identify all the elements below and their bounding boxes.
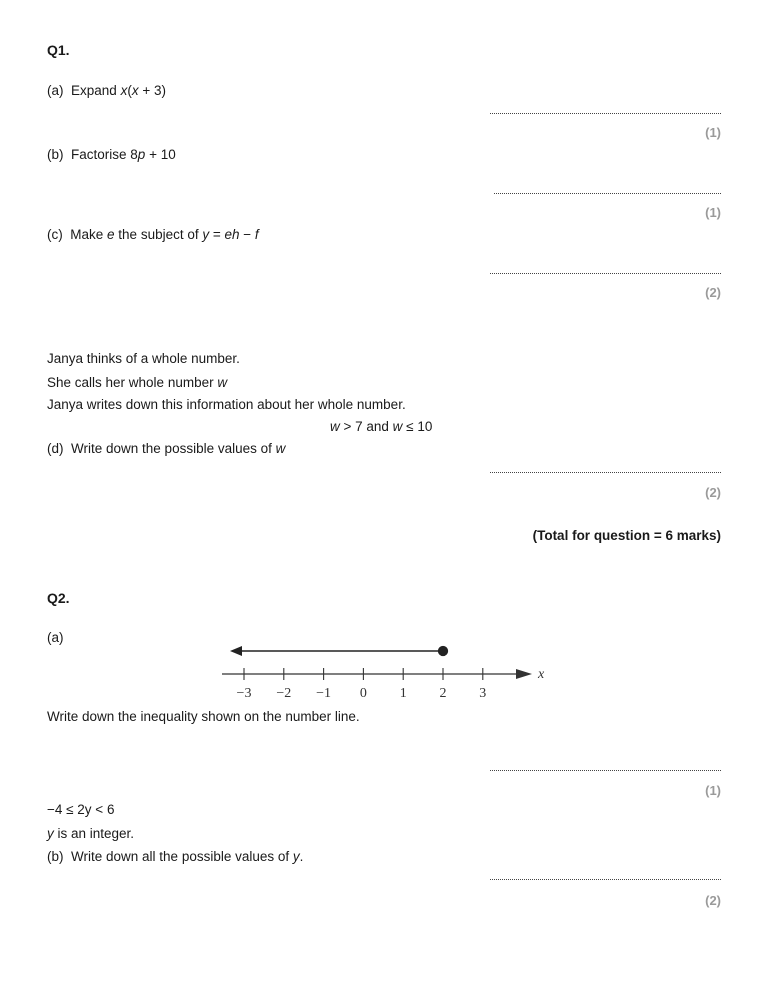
q1c-text: the subject of [114,227,203,242]
q2-stem-var: y [47,826,54,841]
tick-label: −1 [316,686,332,701]
q1c-marks: (2) [705,285,721,300]
q1-cond-var: w [330,419,340,434]
tick-label: −3 [236,686,252,701]
q1b-marks: (1) [705,205,721,220]
q1d-var: w [275,441,286,456]
q1-stem-line-1: Janya thinks of a whole number. [47,351,240,366]
question-2-header: Q2. [47,590,70,606]
q1c-var: y [202,227,210,242]
tick-label: 2 [439,686,447,701]
q2b-text: Write down all the possible values of [71,849,293,864]
q1-cond-var: w [392,419,403,434]
q1c-text: Make [70,227,108,242]
q2b-prompt [47,849,303,864]
q1c-text: = [209,227,225,242]
q2-stem-integer [47,826,134,841]
q1-cond-text: > 7 and [339,419,393,434]
q1d-text: Write down the possible values of [71,441,276,456]
tick-label: −2 [276,686,292,701]
axis-arrow-icon [516,669,532,679]
q1d-marks: (2) [705,485,721,500]
q1a-marks: (1) [705,125,721,140]
q1c-var: e [107,227,115,242]
q2a-marks: (1) [705,783,721,798]
q1-stem-var: w [217,375,228,390]
q1a-var: x [120,83,128,98]
q1b-text: + 10 [145,147,176,162]
q2b-text: . [299,849,304,864]
q1b-label: (b) [47,147,64,162]
q2-stem-text: is an integer. [53,826,135,841]
q1a-text: ( [127,83,132,98]
q1c-text: − [239,227,255,242]
q1c-var: eh [224,227,240,242]
ray-arrow-icon [230,646,242,656]
q2a-label: (a) [47,630,64,645]
q1b-text: Factorise 8 [71,147,138,162]
q2b-label: (b) [47,849,64,864]
tick-label: 1 [399,686,407,701]
q1-stem-text: She calls her whole number [47,375,218,390]
tick-label: 0 [359,686,367,701]
q1a-text: + 3) [138,83,166,98]
q1c-var: f [254,227,259,242]
q1-total-marks: (Total for question = 6 marks) [532,528,721,543]
q1d-label: (d) [47,441,64,456]
q1a-text: Expand [71,83,121,98]
q2a-question: Write down the inequality shown on the number line. [47,709,360,724]
q2a-answer-line[interactable] [490,770,721,771]
q2-stem-inequality: −4 ≤ 2y < 6 [47,802,115,817]
q1-cond-text: ≤ 10 [402,419,433,434]
endpoint-dot [439,647,448,656]
q1b-var: p [137,147,146,162]
q2b-answer-line[interactable] [490,879,721,880]
q1a-var: x [131,83,139,98]
q1a-label: (a) [47,83,64,98]
q1-stem-line-3: Janya writes down this information about her whole number. [47,397,406,412]
q1c-label: (c) [47,227,63,242]
q2b-var: y [292,849,300,864]
axis-label: x [538,667,545,682]
tick-label: 3 [479,686,487,701]
q2b-marks: (2) [705,893,721,908]
question-1-header: Q1. [47,42,70,58]
number-line-group [222,646,545,701]
